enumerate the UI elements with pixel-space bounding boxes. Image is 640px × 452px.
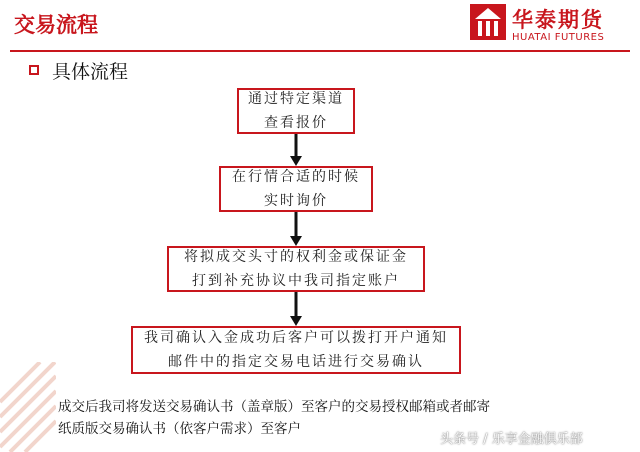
flow-step-2-line-1: 在行情合适的时候: [232, 169, 360, 185]
section-bullet-icon: [29, 65, 39, 75]
flow-step-1-line-1: 通过特定渠道: [248, 91, 344, 107]
flow-step-3: [167, 246, 425, 292]
flow-step-4-line-1: 我司确认入金成功后客户可以拨打开户通知: [144, 330, 448, 346]
page-title: 交易流程: [14, 13, 98, 37]
flow-step-3-line-1: 将拟成交头寸的权利金或保证金: [184, 249, 408, 265]
flow-step-3-line-2: 打到补充协议中我司指定账户: [192, 273, 400, 289]
logo-text-cn: 华泰期货: [512, 8, 604, 32]
brand-logo: [470, 4, 635, 50]
decorative-stripes: [0, 362, 56, 452]
flow-step-2-line-2: 实时询价: [264, 193, 328, 209]
footer-line-2: 纸质版交易确认书（依客户需求）至客户: [58, 421, 301, 437]
flow-arrow-1: [290, 134, 302, 166]
flow-step-2: [219, 166, 373, 212]
flow-arrow-3: [290, 292, 302, 326]
flow-arrow-2: [290, 212, 302, 246]
header-divider: [10, 50, 630, 52]
flow-step-4-line-2: 邮件中的指定交易电话进行交易确认: [168, 354, 424, 370]
flow-step-4: [131, 326, 461, 374]
watermark-text: 头条号 / 乐享金融俱乐部: [440, 432, 583, 447]
flow-step-1: [237, 88, 355, 134]
flow-step-1-line-2: 查看报价: [264, 115, 328, 131]
section-title: 具体流程: [52, 61, 129, 83]
logo-text-en: HUATAI FUTURES: [512, 32, 605, 43]
huatai-logo-icon: [470, 4, 506, 40]
footer-line-1: 成交后我司将发送交易确认书（盖章版）至客户的交易授权邮箱或者邮寄: [58, 399, 490, 415]
